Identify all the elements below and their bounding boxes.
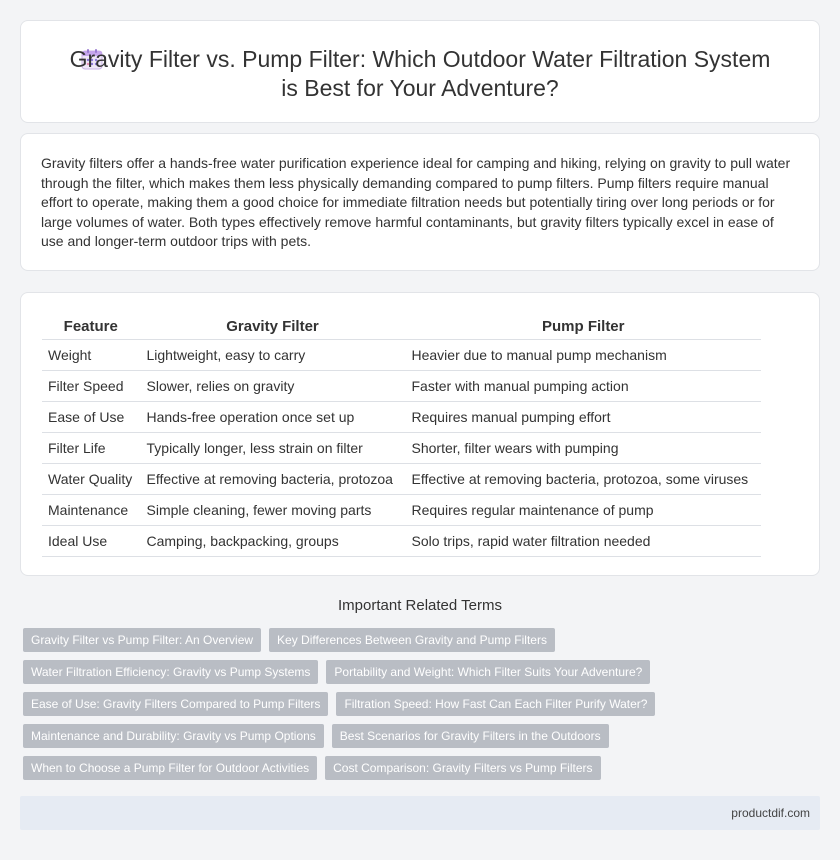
table-cell: Filter Speed [42,370,140,401]
column-header-feature: Feature [42,315,140,339]
table-cell: Simple cleaning, fewer moving parts [140,494,405,525]
tag-row [23,756,823,780]
related-terms-heading: Important Related Terms [338,597,502,614]
column-header-gravity: Gravity Filter [140,315,405,339]
tag-row [23,660,823,684]
table-cell: Solo trips, rapid water filtration needed [405,525,761,556]
table-row [42,494,761,525]
comparison-table [42,315,761,557]
table-row [42,525,761,556]
table-row [42,432,761,463]
table-cell: Effective at removing bacteria, protozoa, some viruses [405,463,761,494]
table-cell: Water Quality [42,463,140,494]
related-terms-list [23,628,823,788]
table-cell: Hands-free operation once set up [140,401,405,432]
page-title: Gravity Filter vs. Pump Filter: Which Outdoor Water Filtration System is Best for Your Adventure? [69,46,771,101]
table-cell: Ideal Use [42,525,140,556]
table-cell: Requires regular maintenance of pump [405,494,761,525]
related-term-link[interactable]: Key Differences Between Gravity and Pump Filters [269,628,555,652]
table-cell: Maintenance [42,494,140,525]
related-term-link[interactable]: Ease of Use: Gravity Filters Compared to Pump Filters [23,692,328,716]
column-header-pump: Pump Filter [405,315,761,339]
table-cell: Effective at removing bacteria, protozoa [140,463,405,494]
related-term-link[interactable]: Portability and Weight: Which Filter Suits Your Adventure? [326,660,650,684]
table-cell: Slower, relies on gravity [140,370,405,401]
table-cell: Lightweight, easy to carry [140,339,405,370]
table-cell: Camping, backpacking, groups [140,525,405,556]
table-cell: Weight [42,339,140,370]
table-cell: Heavier due to manual pump mechanism [405,339,761,370]
footer [20,796,820,830]
table-cell: Filter Life [42,432,140,463]
related-term-link[interactable]: Maintenance and Durability: Gravity vs Pump Options [23,724,324,748]
tag-row [23,628,823,652]
table-cell: Shorter, filter wears with pumping [405,432,761,463]
related-term-link[interactable]: Best Scenarios for Gravity Filters in the Outdoors [332,724,609,748]
table-header-row [42,315,761,339]
table-row [42,370,761,401]
table-row [42,463,761,494]
related-term-link[interactable]: Filtration Speed: How Fast Can Each Filter Purify Water? [336,692,655,716]
table-cell: Requires manual pumping effort [405,401,761,432]
footer-site-name[interactable]: productdif.com [731,806,810,820]
table-row [42,339,761,370]
table-cell: Typically longer, less strain on filter [140,432,405,463]
related-term-link[interactable]: Gravity Filter vs Pump Filter: An Overview [23,628,261,652]
related-term-link[interactable]: When to Choose a Pump Filter for Outdoor Activities [23,756,317,780]
tag-row [23,692,823,716]
comparison-table-card [20,292,820,576]
tag-row [23,724,823,748]
table-cell: Ease of Use [42,401,140,432]
related-term-link[interactable]: Water Filtration Efficiency: Gravity vs Pump Systems [23,660,318,684]
table-row [42,401,761,432]
table-cell: Faster with manual pumping action [405,370,761,401]
intro-card [20,133,820,271]
related-term-link[interactable]: Cost Comparison: Gravity Filters vs Pump Filters [325,756,600,780]
intro-paragraph: Gravity filters offer a hands-free water purification experience ideal for camping and hiking, relying on gravity to pull water through the filter, which makes them less physically demanding compared to pump filters. Pump filters require manual effort to operate, making them a good choice for immediate filtration needs but potentially tiring over long periods or for large volumes of water. Both types effectively remove harmful contaminants, but gravity filters typically excel in ease of use and longer-term outdoor trips with pets. [41,155,791,249]
title-card [20,20,820,123]
